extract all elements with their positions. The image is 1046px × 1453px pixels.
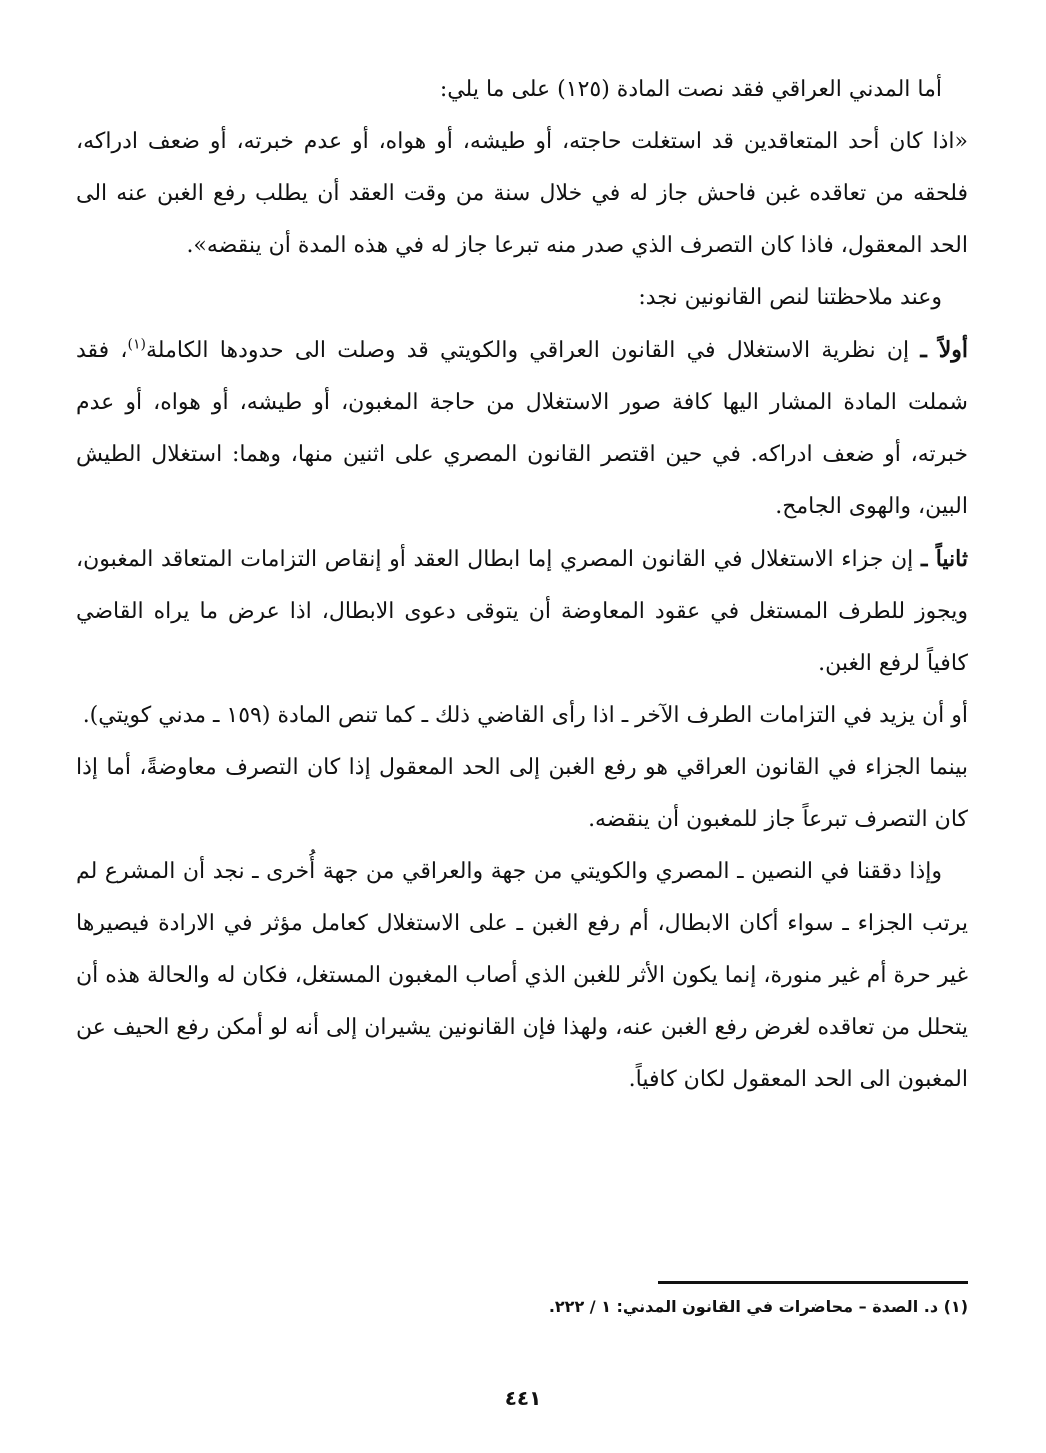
footnote: (١) د. الصدة – محاضرات في القانون المدني: ١ / ٢٢٢. xyxy=(548,1297,968,1316)
paragraph-observation: وعند ملاحظتنا لنص القانونين نجد: xyxy=(638,285,942,310)
paragraph-iraqi-penalty: بينما الجزاء في القانون العراقي هو رفع الغبن إلى الحد المعقول إذا كان التصرف معاوضةً، أما إذا كان التصرف تبرعاً جاز للمغبون أن ينقضه. xyxy=(76,755,968,832)
page-number: ٤٤١ xyxy=(504,1386,542,1410)
first-point-label: أولاً ـ xyxy=(920,337,969,363)
first-point-text-b: ، فقد شملت المادة المشار اليها كافة صور الاستغلال من حاجة المغبون، أو طيشه، أو هواه، أو عدم خبرته، أو ضعف ادراكه. في حين اقتصر القانون المصري على اثنين منها، وهما: استغلال الطيش البين، والهوى الجامح. xyxy=(76,338,968,519)
paragraph-second-point xyxy=(76,533,968,690)
second-point-label: ثانياً ـ xyxy=(920,546,968,572)
paragraph-analysis: وإذا دققنا في النصين ـ المصري والكويتي من جهة والعراقي من جهة أُخرى ـ نجد أن المشرع لم يرتب الجزاء ـ سواء أكان الابطال، أم رفع الغبن ـ على الاستغلال كعامل مؤثر في الارادة فيصيرها غير حرة أم غير منورة، إنما يكون الأثر للغبن الذي أصاب المغبون المستغل، فكان له والحالة هذه أن يتحلل من تعاقده لغرض رفع الغبن عنه، ولهذا فإن القانونين يشيران إلى أنه لو أمكن رفع الحيف عن المغبون الى الحد المعقول لكان كافياً. xyxy=(76,859,968,1092)
paragraph-quoted-article: «اذا كان أحد المتعاقدين قد استغلت حاجته، أو طيشه، أو هواه، أو عدم خبرته، أو ضعف ادراكه، فلحقه من تعاقده غبن فاحش جاز له في خلال سنة من وقت العقد أن يطلب رفع الغبن عنه الى الحد المعقول، فاذا كان التصرف الذي صدر منه تبرعا جاز له في هذه المدة أن ينقضه». xyxy=(76,129,968,258)
main-text xyxy=(76,64,968,1106)
footnote-divider xyxy=(658,1281,968,1284)
paragraph-intro: أما المدني العراقي فقد نصت المادة (١٢٥) على ما يلي: xyxy=(439,77,942,102)
paragraph-increase-obligations: أو أن يزيد في التزامات الطرف الآخر ـ اذا رأى القاضي ذلك ـ كما تنص المادة (١٥٩ ـ مدني كويتي). xyxy=(82,703,968,728)
footnote-reference[interactable]: (١) xyxy=(127,336,147,353)
paragraph-first-point xyxy=(76,324,968,533)
first-point-text-a: إن نظرية الاستغلال في القانون العراقي والكويتي قد وصلت الى حدودها الكاملة xyxy=(146,338,921,363)
second-point-text: إن جزاء الاستغلال في القانون المصري إما ابطال العقد أو إنقاص التزامات المتعاقد المغبون، ويجوز للطرف المستغل في عقود المعاوضة أن يتوقى دعوى الابطال، اذا عرض ما يراه القاضي كافياً لرفع الغبن. xyxy=(76,547,968,676)
